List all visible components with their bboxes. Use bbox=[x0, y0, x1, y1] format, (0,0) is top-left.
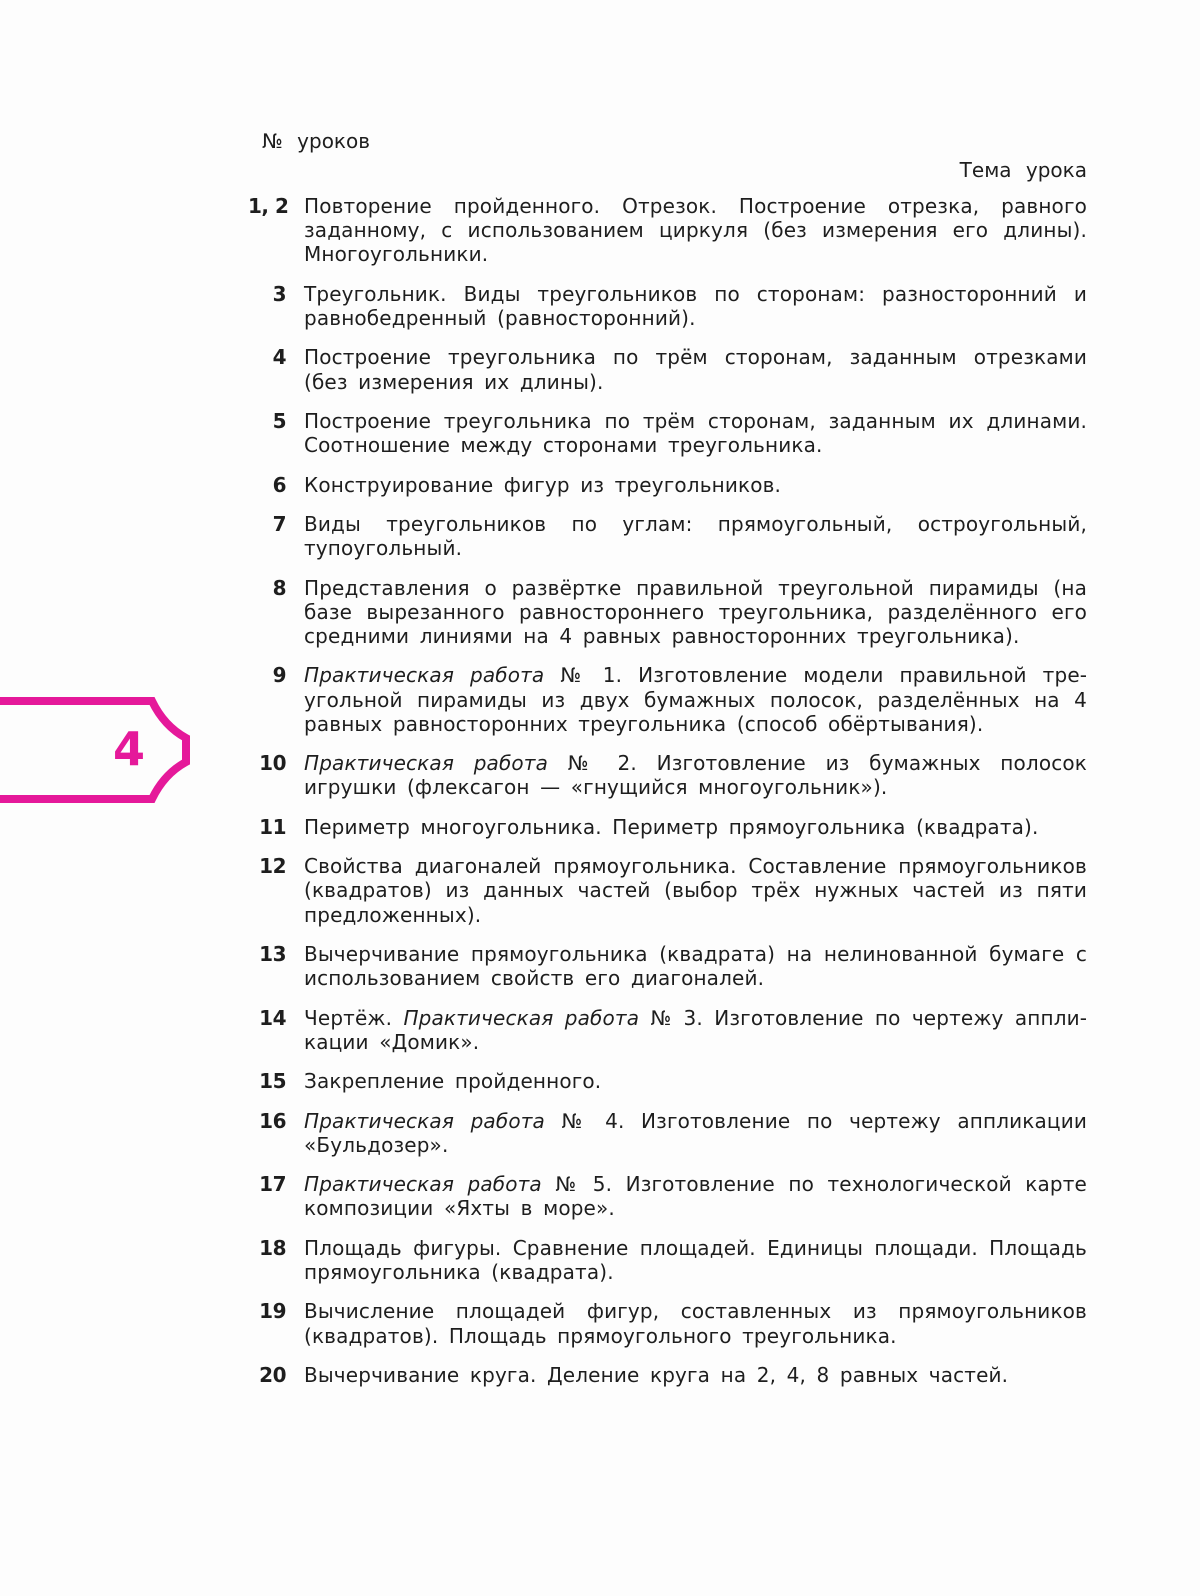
lesson-topic bbox=[304, 942, 1087, 990]
lesson-number: 9 bbox=[272, 663, 286, 688]
lesson-topic bbox=[304, 751, 1087, 799]
lesson-row bbox=[254, 942, 1087, 990]
lesson-topic-text: Вычерчивание прямоугольника (квадрата) на нелинованной бумаге с использованием свойств его диагоналей. bbox=[304, 941, 1087, 991]
lesson-row bbox=[254, 1299, 1087, 1347]
lesson-topic-text: № 5. Изготовление по технологической карте композиции «Яхты в море». bbox=[304, 1172, 1087, 1221]
lesson-topic bbox=[304, 282, 1087, 330]
practical-work-label: Практическая работа bbox=[304, 1172, 542, 1197]
lesson-topic-text: Свойства диагоналей прямоугольника. Составление прямоугольников (квадратов) из данных частей (выбор трёх нужных частей из пяти предложенных). bbox=[304, 854, 1087, 927]
lesson-topic bbox=[304, 473, 1087, 497]
lesson-number: 7 bbox=[272, 511, 286, 536]
lesson-number: 13 bbox=[259, 941, 286, 966]
lesson-row bbox=[254, 1069, 1087, 1093]
lesson-row bbox=[254, 1236, 1087, 1284]
lesson-topic bbox=[304, 1109, 1087, 1157]
lesson-row bbox=[254, 1006, 1087, 1054]
lesson-number: 18 bbox=[259, 1235, 286, 1260]
practical-work-label: Практическая работа bbox=[304, 751, 549, 776]
lesson-number: 5 bbox=[272, 408, 286, 433]
lesson-topic bbox=[304, 815, 1087, 839]
lesson-number: 8 bbox=[272, 575, 286, 600]
lesson-topic-text: № 2. Изготовление из бумажных полосок игрушки (флексагон — «гнущийся многоугольник»). bbox=[304, 751, 1087, 800]
lesson-row bbox=[248, 194, 1087, 267]
lesson-topic-text: Периметр многоугольника. Периметр прямоугольника (квадрата). bbox=[304, 814, 1039, 839]
lesson-topic-text: Вычисление площадей фигур, составленных из прямоугольников (квадратов). Площадь прямоугольного треугольника. bbox=[304, 1299, 1087, 1348]
practical-work-label: Практическая работа bbox=[403, 1005, 640, 1030]
lesson-topic bbox=[304, 194, 1087, 267]
lesson-number: 6 bbox=[272, 472, 286, 497]
lesson-row bbox=[254, 854, 1087, 927]
lesson-row bbox=[254, 663, 1087, 736]
lesson-row bbox=[254, 1363, 1087, 1387]
lesson-topic bbox=[304, 1006, 1087, 1054]
lesson-row bbox=[254, 409, 1087, 457]
lesson-number: 14 bbox=[259, 1005, 286, 1030]
lesson-row bbox=[254, 1109, 1087, 1157]
lesson-number: 1, 2 bbox=[248, 194, 289, 218]
lesson-topic bbox=[304, 1299, 1087, 1347]
chapter-tab bbox=[0, 696, 192, 804]
lesson-number: 10 bbox=[259, 751, 286, 776]
lesson-topic-text: Построение треугольника по трём сторонам, заданным отрезками (без измерения их длины). bbox=[304, 345, 1087, 394]
lesson-row bbox=[254, 751, 1087, 799]
lesson-number: 17 bbox=[259, 1172, 286, 1197]
lesson-list bbox=[248, 194, 1087, 1402]
practical-work-label: Практическая работа bbox=[304, 663, 545, 688]
lesson-number: 3 bbox=[272, 281, 286, 306]
lesson-topic bbox=[304, 1363, 1087, 1387]
lesson-topic-text: Треугольник. Виды треугольников по сторонам: разносторонний и равнобедренный (равносторонний). bbox=[304, 281, 1087, 330]
lesson-topic-text: Виды треугольников по углам: прямоугольный, остроугольный, тупоугольный. bbox=[304, 511, 1087, 561]
lesson-number: 15 bbox=[259, 1069, 286, 1094]
lesson-topic bbox=[304, 512, 1087, 560]
lesson-row bbox=[254, 576, 1087, 649]
lesson-number: 4 bbox=[272, 345, 286, 370]
lesson-row bbox=[254, 473, 1087, 497]
chapter-tab-frame-icon bbox=[0, 701, 186, 799]
lesson-topic bbox=[304, 409, 1087, 457]
lesson-topic-text: № 1. Изготовление модели правильной треугольной пирамиды из двух бумажных полосок, разделённых на 4 равных равносторонних треугольника (способ обёртывания). bbox=[304, 663, 1087, 736]
lesson-topic-text: № 3. Изготовление по чертежу аппликации «Домик». bbox=[304, 1005, 1087, 1054]
lesson-number: 11 bbox=[259, 814, 286, 839]
lesson-row bbox=[254, 345, 1087, 393]
lesson-number: 20 bbox=[259, 1362, 286, 1387]
lesson-topic-text: Построение треугольника по трём сторонам, заданным их длинами. Соотношение между сторонами треугольника. bbox=[304, 408, 1087, 458]
lesson-number: 16 bbox=[259, 1108, 286, 1133]
lesson-topic-text: Повторение пройденного. Отрезок. Построение отрезка, равного заданному, с использованием циркуля (без измерения его длины). Многоугольники. bbox=[304, 194, 1087, 267]
lesson-row bbox=[254, 815, 1087, 839]
lesson-topic bbox=[304, 1069, 1087, 1093]
lesson-topic-prefix: Чертёж. bbox=[304, 1005, 404, 1030]
lesson-topic bbox=[304, 576, 1087, 649]
lesson-topic bbox=[304, 345, 1087, 393]
lesson-topic-text: Представления о развёртке правильной треугольной пирамиды (на базе вырезанного равностороннего треугольника, разделённого его средними линиями на 4 равных равносторонних треугольника). bbox=[304, 575, 1087, 648]
lesson-number: 12 bbox=[259, 854, 286, 879]
lesson-topic bbox=[304, 1236, 1087, 1284]
lesson-row bbox=[254, 282, 1087, 330]
lesson-topic bbox=[304, 1172, 1087, 1220]
lesson-row bbox=[254, 1172, 1087, 1220]
lesson-topic-text: Вычерчивание круга. Деление круга на 2, 4, 8 равных частей. bbox=[304, 1362, 1009, 1387]
column-header-lesson-number: № уроков bbox=[262, 129, 371, 153]
lesson-topic-text: Площадь фигуры. Сравнение площадей. Единицы площади. Площадь прямоугольника (квадрата). bbox=[304, 1235, 1087, 1284]
lesson-topic bbox=[304, 854, 1087, 927]
lesson-number: 19 bbox=[259, 1299, 286, 1324]
lesson-topic-text: Конструирование фигур из треугольников. bbox=[304, 472, 782, 497]
practical-work-label: Практическая работа bbox=[304, 1108, 545, 1133]
lesson-row bbox=[254, 512, 1087, 560]
lesson-topic bbox=[304, 663, 1087, 736]
lesson-topic-text: Закрепление пройденного. bbox=[304, 1069, 602, 1094]
lesson-topic-text: № 4. Изготовление по чертежу аппликации «Бульдозер». bbox=[304, 1108, 1087, 1157]
column-header-lesson-topic: Тема урока bbox=[959, 158, 1087, 182]
chapter-number: 4 bbox=[112, 722, 146, 776]
